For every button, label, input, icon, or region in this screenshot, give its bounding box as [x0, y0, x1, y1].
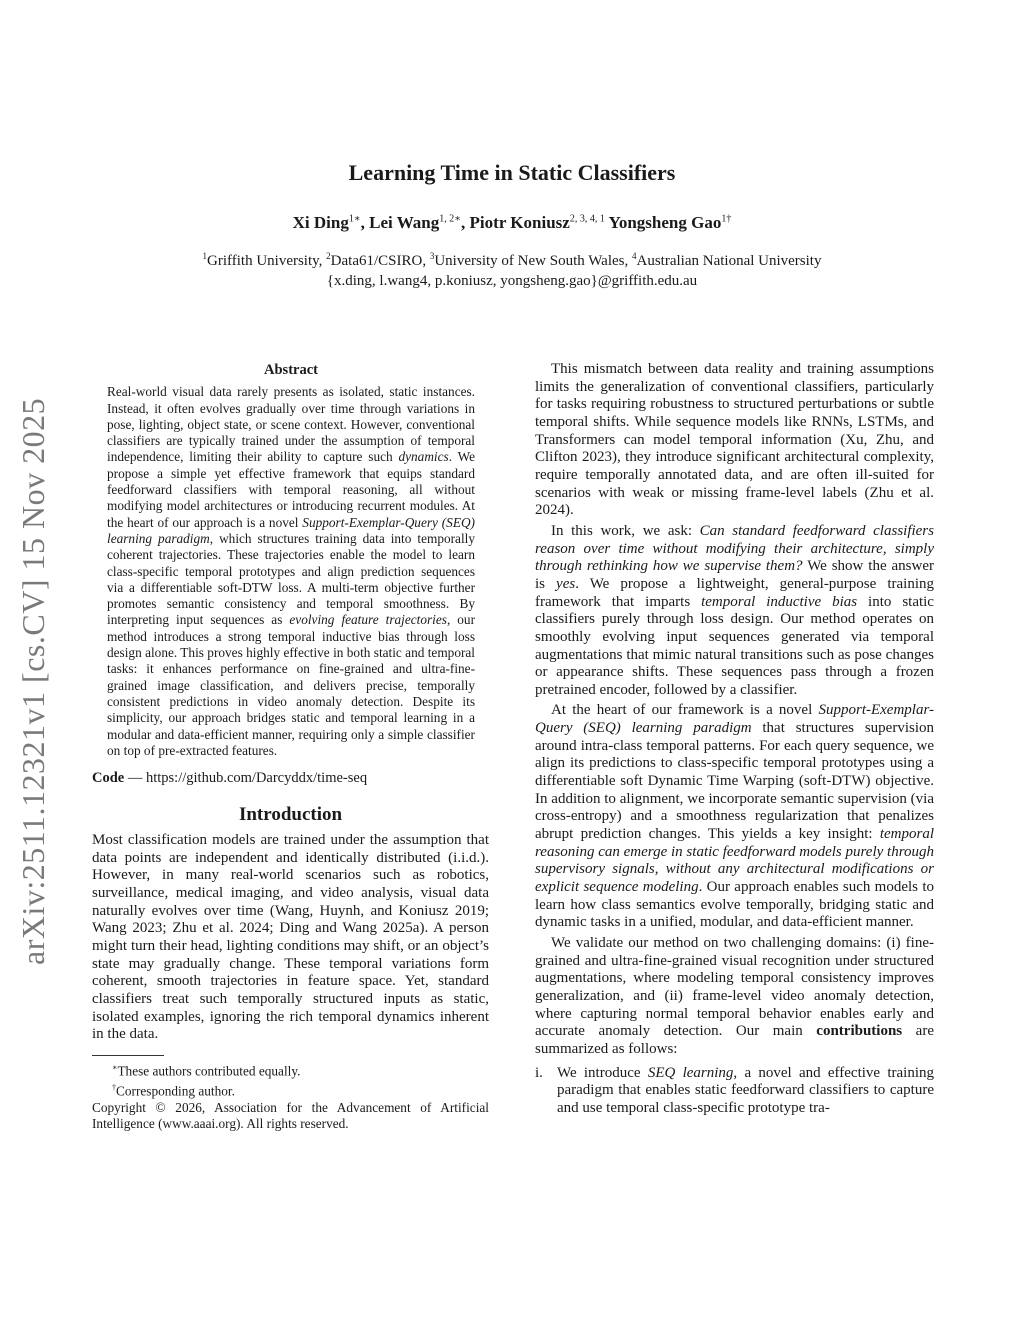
footnote-corresponding: †Corresponding author. — [112, 1082, 235, 1099]
affil-name: University of New South Wales, — [434, 253, 633, 269]
right-column — [535, 361, 934, 1118]
introduction-paragraph: Most classification models are trained under the assumption that data points are independent and identically distributed (i.i.d.). However, in many real-world scenarios such as robotics, surveillance, medical imaging, and video analysis, visual data naturally evolves over time (Wang, Huynh, and Koniusz 2019; Wang 2023; Zhu et al. 2024; Ding and Wang 2025a). A person might turn their head, lighting conditions may shift, or an object’s state may gradually change. These temporal variations form coherent, smooth trajectories in feature space. Yet, standard classifiers treat such temporally structured inputs as static, isolated examples, ignoring the rich temporal dynamics inherent in the data. — [92, 832, 489, 1043]
contribution-list-item — [535, 1065, 934, 1118]
author-mark: 1† — [721, 213, 732, 225]
left-column — [92, 362, 489, 1133]
arxiv-stamp: arXiv:2511.12321v1 [cs.CV] 15 Nov 2025 — [15, 397, 51, 965]
footnotes — [92, 1060, 489, 1133]
affil-mark: 1 — [202, 251, 208, 261]
author-list: Xi Ding$^{1∗}$, Lei Wang$^{1, 2∗}$, Piotr Koniusz$^{2, 3, 4, 1}$ Yongsheng Gao$^{1\dagger}$ — [292, 213, 732, 232]
affil-name: Data61/CSIRO, — [330, 253, 430, 269]
affil-mark: 4 — [632, 251, 637, 261]
introduction-heading: Introduction — [238, 804, 343, 826]
footnote-equal-contribution: ∗These authors contributed equally. — [112, 1063, 301, 1079]
author-mark: 1∗ — [348, 213, 361, 225]
paragraph-heart-of-framework: At the heart of our framework is a novel Support-Exemplar-Query (SEQ) learning paradigm that structures supervision around intra-class temporal patterns. For each query sequence, we align its predictions to class-specific temporal prototypes using a differentiable soft Dynamic Time Warping (soft-DTW) objective. In addition to alignment, we incorporate semantic supervision (via cross-entropy) and a smoothness regularization that penalizes abrupt prediction changes. This yields a key insight: temporal reasoning can emerge in static feedforward models purely through supervisory signals, without any architectural modifications or explicit sequence modeling. Our approach enables such models to learn how class semantics evolve temporally, bridging static and dynamic tasks in a unified, modular, and data-efficient manner. — [535, 702, 934, 931]
author-name: Xi Ding — [292, 213, 349, 232]
abstract — [107, 362, 475, 759]
author-mark: 2, 3, 4, 1 — [569, 213, 605, 225]
author-name: Lei Wang — [369, 213, 440, 232]
affil-mark: 2 — [326, 251, 331, 261]
code-link-line — [92, 770, 489, 787]
author-name: Piotr Koniusz — [469, 213, 570, 232]
copyright-notice: Copyright © 2026, Association for the Advancement of Artificial Intelligence (www.aaai.org). All rights reserved. — [92, 1099, 489, 1132]
footnote-rule — [92, 1055, 164, 1056]
paragraph-validation: We validate our method on two challenging domains: (i) fine-grained and ultra-fine-grained visual recognition under structured augmentations, where modeling temporal consistency improves generalization, and (ii) frame-level video anomaly detection, where capturing normal temporal behavior enables early and accurate anomaly detection. Our main contributions are summarized as follows: — [535, 935, 934, 1057]
paper-title: Learning Time in Static Classifiers — [348, 160, 676, 185]
abstract-heading: Abstract — [264, 362, 318, 378]
code-separator: — — [124, 770, 146, 787]
author-name: Yongsheng Gao — [608, 213, 722, 232]
list-item-number: i. — [535, 1064, 543, 1081]
affil-mark: 3 — [429, 251, 435, 261]
affiliation-line — [0, 246, 1024, 271]
paragraph-mismatch: This mismatch between data reality and training assumptions limits the generalization of conventional classifiers, particularly for tasks requiring robustness to structured perturbations or subtle temporal shifts. While sequence models like RNNs, LSTMs, and Transformers can model temporal information (Xu, Zhu, and Clifton 2023), they introduce significant architectural complexity, require temporally annotated data, and are often ill-suited for scenarios with weak or missing frame-level labels (Zhu et al. 2024). — [535, 361, 934, 519]
affil-name: Griffith University, — [207, 253, 327, 269]
affiliations — [0, 246, 1024, 291]
code-label: Code — [92, 770, 125, 787]
introduction-body — [92, 832, 489, 1044]
affil-name: Australian National University — [636, 253, 822, 269]
author-mark: 1, 2∗ — [439, 213, 462, 225]
abstract-text: Real-world visual data rarely presents as isolated, static instances. Instead, it often evolves gradually over time through variations in pose, lighting, object state, or scene context. However, conventional classifiers are typically trained under the assumption of temporal independence, limiting their ability to capture such dynamics. We propose a simple yet effective framework that equips standard feedforward classifiers with temporal reasoning, all without modifying model architectures or introducing recurrent modules. At the heart of our approach is a novel Support-Exemplar-Query (SEQ) learning paradigm, which structures training data into temporally coherent trajectories. These trajectories enable the model to learn class-specific temporal prototypes and align prediction sequences via a differentiable soft-DTW loss. A multi-term objective further promotes semantic consistency and temporal smoothness. By interpreting input sequences as evolving feature trajectories, our method introduces a strong temporal inductive bias through loss design alone. This proves highly effective in both static and temporal tasks: it enhances performance on fine-grained and ultra-fine-grained image classification, and delivers precise, temporally consistent predictions in video anomaly detection. Despite its simplicity, our approach bridges static and temporal learning in a modular and data-efficient manner, requiring only a simple classifier on top of pre-extracted features. — [107, 384, 475, 758]
list-item-text: We introduce SEQ learning, a novel and effective training paradigm that enables static feedforward classifiers to capture and use temporal class-specific prototype tra- — [557, 1064, 935, 1116]
code-url-link[interactable]: https://github.com/Darcyddx/time-seq — [145, 770, 368, 787]
paragraph-in-this-work: In this work, we ask: Can standard feedforward classifiers reason over time without modifying their architecture, simply through rethinking how we supervise them? We show the answer is yes. We propose a lightweight, general-purpose training framework that imparts temporal inductive bias into static classifiers purely through loss design. Our method operates on smoothly evolving input sequences generated via temporal augmentations that mimic natural transitions such as pose changes or appearance shifts. These sequences pass through a frozen pretrained encoder, followed by a classifier. — [535, 522, 934, 698]
author-emails: {x.ding, l.wang4, p.koniusz, yongsheng.gao}@griffith.edu.au — [326, 273, 698, 289]
